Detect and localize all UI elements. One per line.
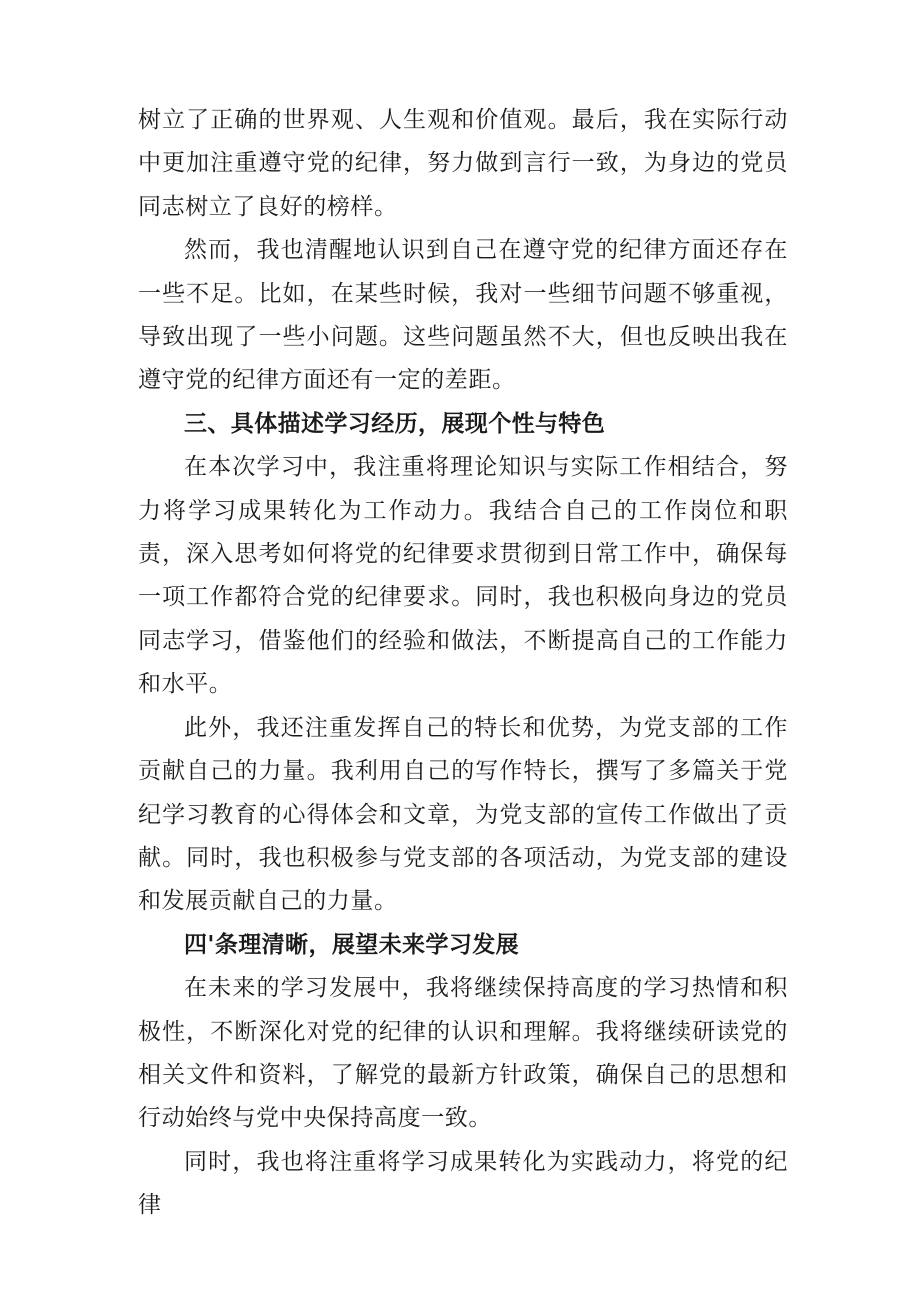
paragraph-future-study: 在未来的学习发展中，我将继续保持高度的学习热情和积极性，不断深化对党的纪律的认识和理解。我将继续研读党的相关文件和资料，了解党的最新方针政策，确保自己的思想和行动始终与党中央保持高度一致。 [138, 975, 788, 1132]
paragraph-continued: 树立了正确的世界观、人生观和价值观。最后，我在实际行动中更加注重遵守党的纪律，努力做到言行一致，为身边的党员同志树立了良好的榜样。 [138, 107, 788, 220]
paragraph-practice: 同时，我也将注重将学习成果转化为实践动力，将党的纪律 [138, 1148, 788, 1219]
section-heading-4: 四'条理清晰，展望未来学习发展 [184, 931, 520, 958]
section-heading-3: 三、具体描述学习经历，展现个性与特色 [184, 410, 606, 437]
paragraph-study-experience: 在本次学习中，我注重将理论知识与实际工作相结合，努力将学习成果转化为工作动力。我结合自己的工作岗位和职责，深入思考如何将党的纪律要求贯彻到日常工作中，确保每一项工作都符合党的纪律要求。同时，我也积极向身边的党员同志学习，借鉴他们的经验和做法，不断提高自己的工作能力和水平。 [138, 454, 788, 698]
paragraph-shortcomings: 然而，我也清醒地认识到自己在遵守党的纪律方面还存在一些不足。比如，在某些时候，我对一些细节问题不够重视，导致出现了一些小问题。这些问题虽然不大，但也反映出我在遵守党的纪律方面还有一定的差距。 [138, 237, 788, 394]
paragraph-strengths: 此外，我还注重发挥自己的特长和优势，为党支部的工作贡献自己的力量。我利用自己的写作特长，撰写了多篇关于党纪学习教育的心得体会和文章，为党支部的宣传工作做出了贡献。同时，我也积极参与党支部的各项活动，为党支部的建设和发展贡献自己的力量。 [138, 714, 788, 915]
document-body [138, 99, 788, 1228]
